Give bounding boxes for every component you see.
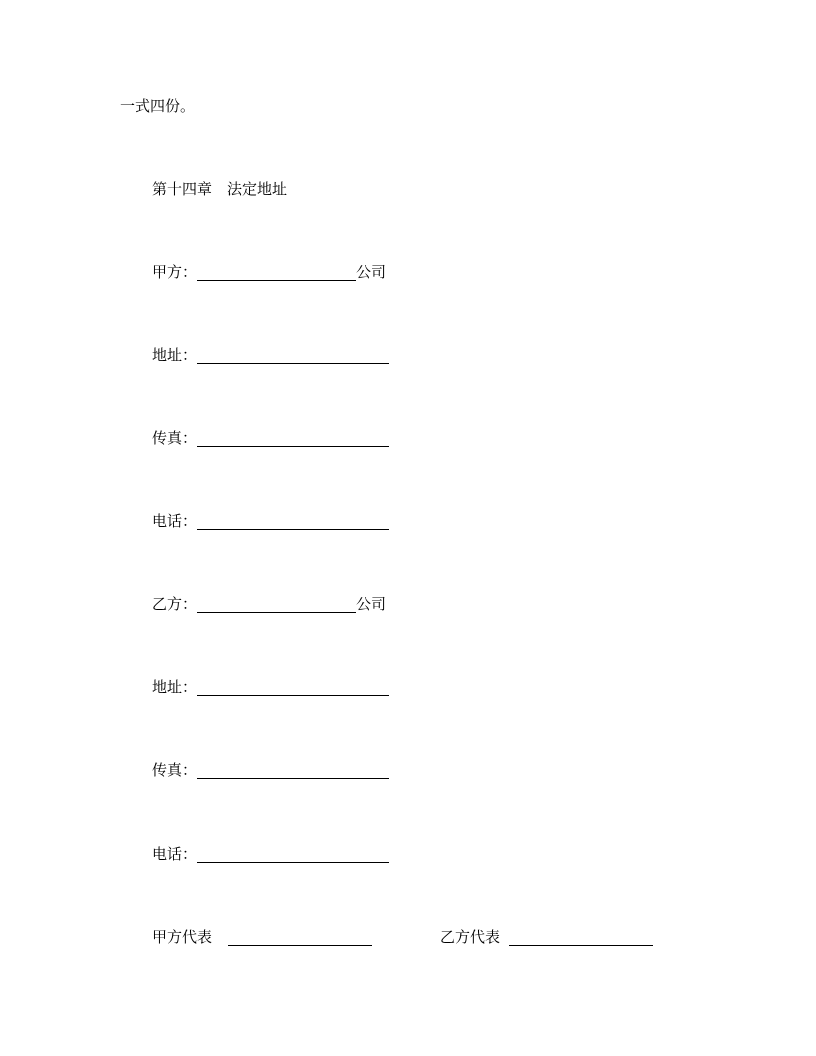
party-a-phone-label: 电话：: [152, 512, 198, 530]
party-a-phone-row: [152, 512, 389, 530]
party-a-address-label: 地址：: [152, 346, 198, 364]
party-a-address-row: [152, 346, 389, 364]
party-a-label: 甲方：: [152, 263, 198, 281]
party-b-fax-blank[interactable]: [197, 762, 389, 779]
party-b-address-row: [152, 678, 389, 696]
chapter-number: 第十四章: [152, 180, 213, 198]
chapter-title: 法定地址: [227, 180, 288, 198]
party-b-fax-label: 传真：: [152, 761, 198, 779]
chapter-heading: [152, 180, 287, 198]
party-a-rep-label: 甲方代表: [152, 928, 213, 946]
party-b-phone-row: [152, 845, 389, 863]
party-b-address-label: 地址：: [152, 678, 198, 696]
party-b-rep-label: 乙方代表: [440, 928, 501, 946]
party-b-row: [152, 595, 386, 613]
party-a-rep-blank[interactable]: [228, 929, 372, 946]
party-b-phone-blank[interactable]: [197, 846, 389, 863]
party-a-fax-label: 传真：: [152, 429, 198, 447]
party-b-phone-label: 电话：: [152, 845, 198, 863]
party-a-phone-blank[interactable]: [197, 513, 389, 530]
party-b-fax-row: [152, 761, 389, 779]
party-b-rep-blank[interactable]: [509, 929, 653, 946]
party-b-label: 乙方：: [152, 595, 198, 613]
party-b-suffix: 公司: [356, 595, 387, 613]
party-a-fax-blank[interactable]: [197, 430, 389, 447]
party-b-representative: [440, 928, 653, 946]
continuation-text: [120, 97, 195, 115]
party-a-row: [152, 263, 386, 281]
continuation-text-content: 一式四份。: [120, 97, 196, 115]
party-a-suffix: 公司: [356, 263, 387, 281]
party-a-name-blank[interactable]: [197, 264, 356, 281]
party-b-name-blank[interactable]: [197, 596, 356, 613]
party-b-address-blank[interactable]: [197, 679, 389, 696]
party-a-representative: [152, 928, 372, 946]
party-a-address-blank[interactable]: [197, 347, 389, 364]
party-a-fax-row: [152, 429, 389, 447]
